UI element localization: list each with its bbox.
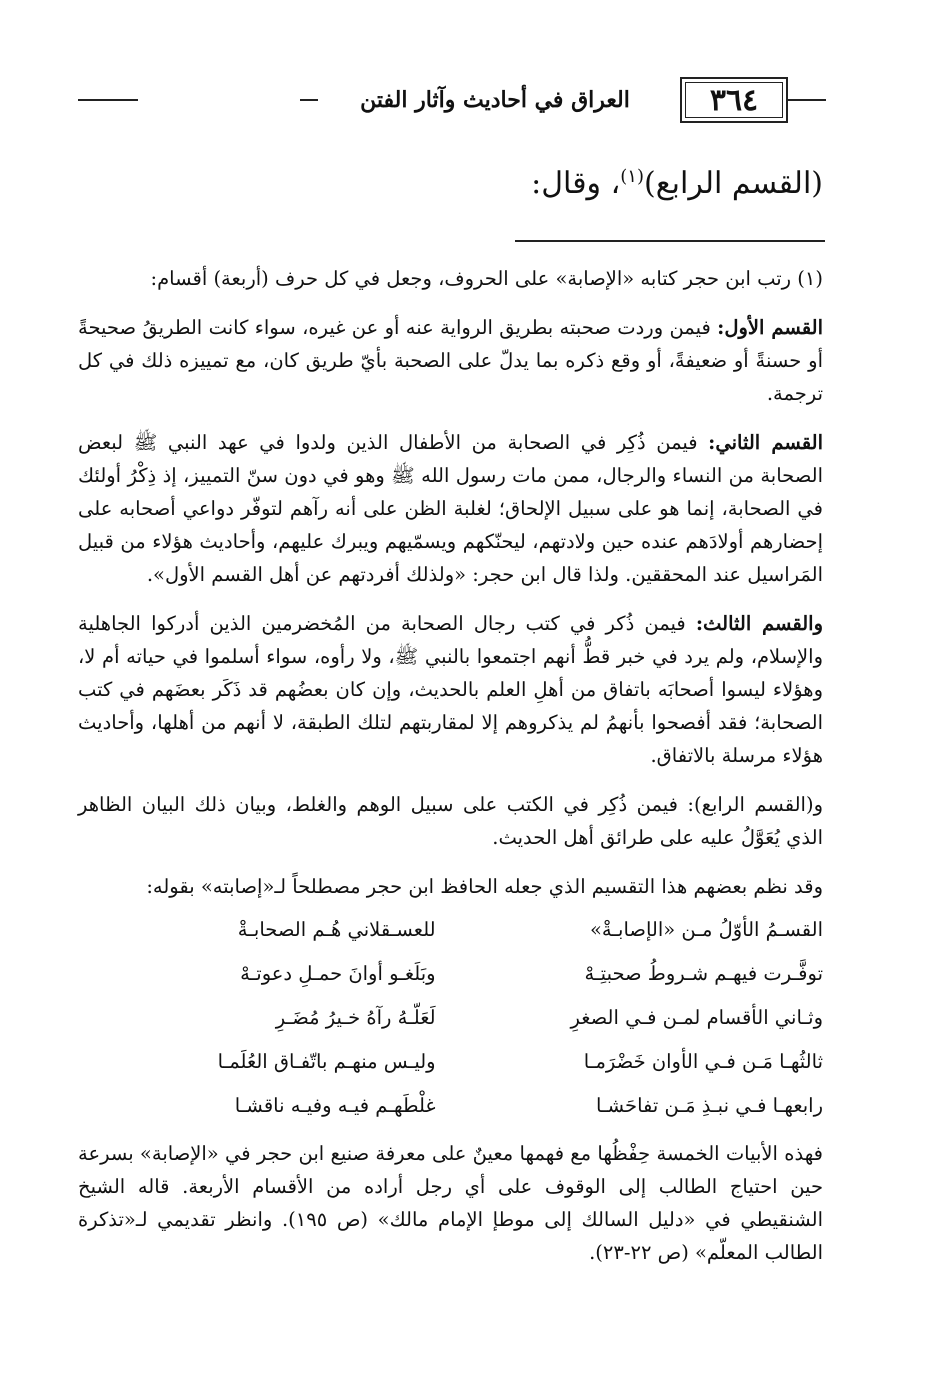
verse-first-hemistich: ثالثُهـا مَـن فـي الأوان خَضْرَمـا bbox=[583, 1049, 823, 1073]
verse-first-hemistich: رابعهـا فـي نبـذِ مَـن تفاحَشـا bbox=[596, 1093, 823, 1117]
paragraph-1-text: فيمن وردت صحبته بطريق الرواية عنه أو عن غيره، سواء كانت الطريقُ صحيحةً أو حسنةً أو ضعيفةً، أو وقع ذكره بما يدلّ على الصحبة بأيّ طريق كان، مع تمييزه ذلك في كل ترجمة. bbox=[78, 316, 823, 405]
header-rule-left-a bbox=[300, 99, 318, 101]
verse-row bbox=[78, 951, 823, 995]
section-heading-text: (القسم الرابع) bbox=[643, 166, 823, 201]
footnote-separator bbox=[515, 240, 825, 242]
poem-verses bbox=[78, 907, 823, 1127]
verse-second-hemistich: وليـس منهـم باتّفـاق العُلَمـا bbox=[217, 1049, 436, 1073]
verse-first-hemistich: وثـاني الأقسام لمـن فـي الصغرِ bbox=[570, 1005, 823, 1029]
footnote-body bbox=[78, 262, 823, 1285]
verse-row bbox=[78, 907, 823, 951]
page-number-box bbox=[680, 77, 788, 123]
verse-row bbox=[78, 1083, 823, 1127]
paragraph-3-text: فيمن ذُكر في كتب رجال الصحابة من المُخضرمين الذين أدركوا الجاهلية والإسلام، ولم يرد في خبر قطُّ أنهم اجتمعوا بالنبي ﷺ، ولا رأوه، سواء أسلموا في حياته أم لا، وهؤلاء ليسوا أصحابَه باتفاق من أهلِ العلم بالحديث، وإن كان بعضُهم قد ذَكَر بعضَهم في كتب الصحابة؛ فقد أفصحوا بأنهمُ لم يذكروهم إلا لمقاربتهم لتلك الطبقة، لا أنهم من أهلها، وأحاديث هؤلاء مرسلة بالاتفاق. bbox=[78, 612, 823, 767]
verse-second-hemistich: غلْطَهـم فيـه وفيـه ناقشـا bbox=[234, 1093, 436, 1117]
section-heading bbox=[531, 166, 823, 201]
paragraph-2-label: القسم الثاني: bbox=[708, 431, 824, 454]
footnote-intro: (١) رتب ابن حجر كتابه «الإصابة» على الحروف، وجعل في كل حرف (أربعة) أقسام: bbox=[150, 267, 823, 290]
verse-second-hemistich: للعسـقلاني هُـم الصحابـةْ bbox=[237, 917, 436, 941]
paragraph-4-label: و(القسم الرابع): bbox=[687, 793, 823, 816]
running-title: العراق في أحاديث وآثار الفتن bbox=[360, 87, 630, 113]
verse-second-hemistich: لَعَلّـهُ رآهُ خـيرُ مُضَـرِ bbox=[275, 1005, 436, 1029]
footnote-paragraph-3 bbox=[78, 607, 823, 772]
footnote-paragraph-2 bbox=[78, 426, 823, 591]
header-rule-right bbox=[788, 99, 826, 101]
paragraph-2-text: فيمن ذُكِر في الصحابة من الأطفال الذين ولدوا في عهد النبي ﷺ لبعض الصحابة من النساء والرجال، ممن مات رسول الله ﷺ وهو في دون سنّ التمييز، إذ ذِكْرُ أولئك في الصحابة، إنما هو على سبيل الإلحاق؛ لغلبة الظن على أنه رآهم لتوفّر دواعي أصحابه على إحضارهم أولادَهم عنده حين ولادتهم، ليحنّكهم ويسمّيهم ويبرك عليهم، وأحاديث هؤلاء من قبيل المَراسيل عند المحققين. ولذا قال ابن حجر: «ولذلك أفردتهم عن أهل القسم الأول». bbox=[78, 431, 823, 586]
footnote-paragraph-4 bbox=[78, 788, 823, 854]
paragraph-3-label: والقسم الثالث: bbox=[695, 612, 823, 635]
verse-first-hemistich: توفَّـرت فيهـم شـروطُ صحبتِـهْ bbox=[584, 961, 823, 985]
footnote-paragraph-5: وقد نظم بعضهم هذا التقسيم الذي جعله الحافظ ابن حجر مصطلحاً لـ«إصابته» بقوله: bbox=[146, 875, 823, 898]
section-heading-suffix: ، وقال: bbox=[531, 166, 621, 201]
footnote-paragraph-6: فهذه الأبيات الخمسة حِفْظُها مع فهمها معينٌ على معرفة صنيع ابن حجر في «الإصابة» بسرعة حين احتياج الطالب إلى الوقوف على أي رجل أراده من الأقسام الأربعة. قاله الشيخ الشنقيطي في «دليل السالك إلى موطإ الإمام مالك» (ص ١٩٥). وانظر تقديمي لـ«تذكرة الطالب المعلّم» (ص ٢٢-٢٣). bbox=[78, 1142, 823, 1264]
verse-first-hemistich: القسـمُ الأوّلُ مـن «الإصابـةْ» bbox=[589, 917, 823, 941]
verse-row bbox=[78, 1039, 823, 1083]
footnote-reference: (١) bbox=[620, 166, 644, 187]
paragraph-1-label: القسم الأول: bbox=[717, 316, 823, 339]
header-rule-left-b bbox=[78, 99, 138, 101]
page-number: ٣٦٤ bbox=[709, 82, 759, 118]
verse-second-hemistich: وبَلَغـو أوانَ حمـلِ دعوتـهْ bbox=[240, 961, 436, 985]
verse-row bbox=[78, 995, 823, 1039]
footnote-paragraph-1 bbox=[78, 311, 823, 410]
paragraph-4-text: فيمن ذُكِر في الكتب على سبيل الوهم والغلط، وبيان ذلك البيان الظاهر الذي يُعَوَّلُ عليه على طرائق أهل الحديث. bbox=[78, 793, 823, 849]
